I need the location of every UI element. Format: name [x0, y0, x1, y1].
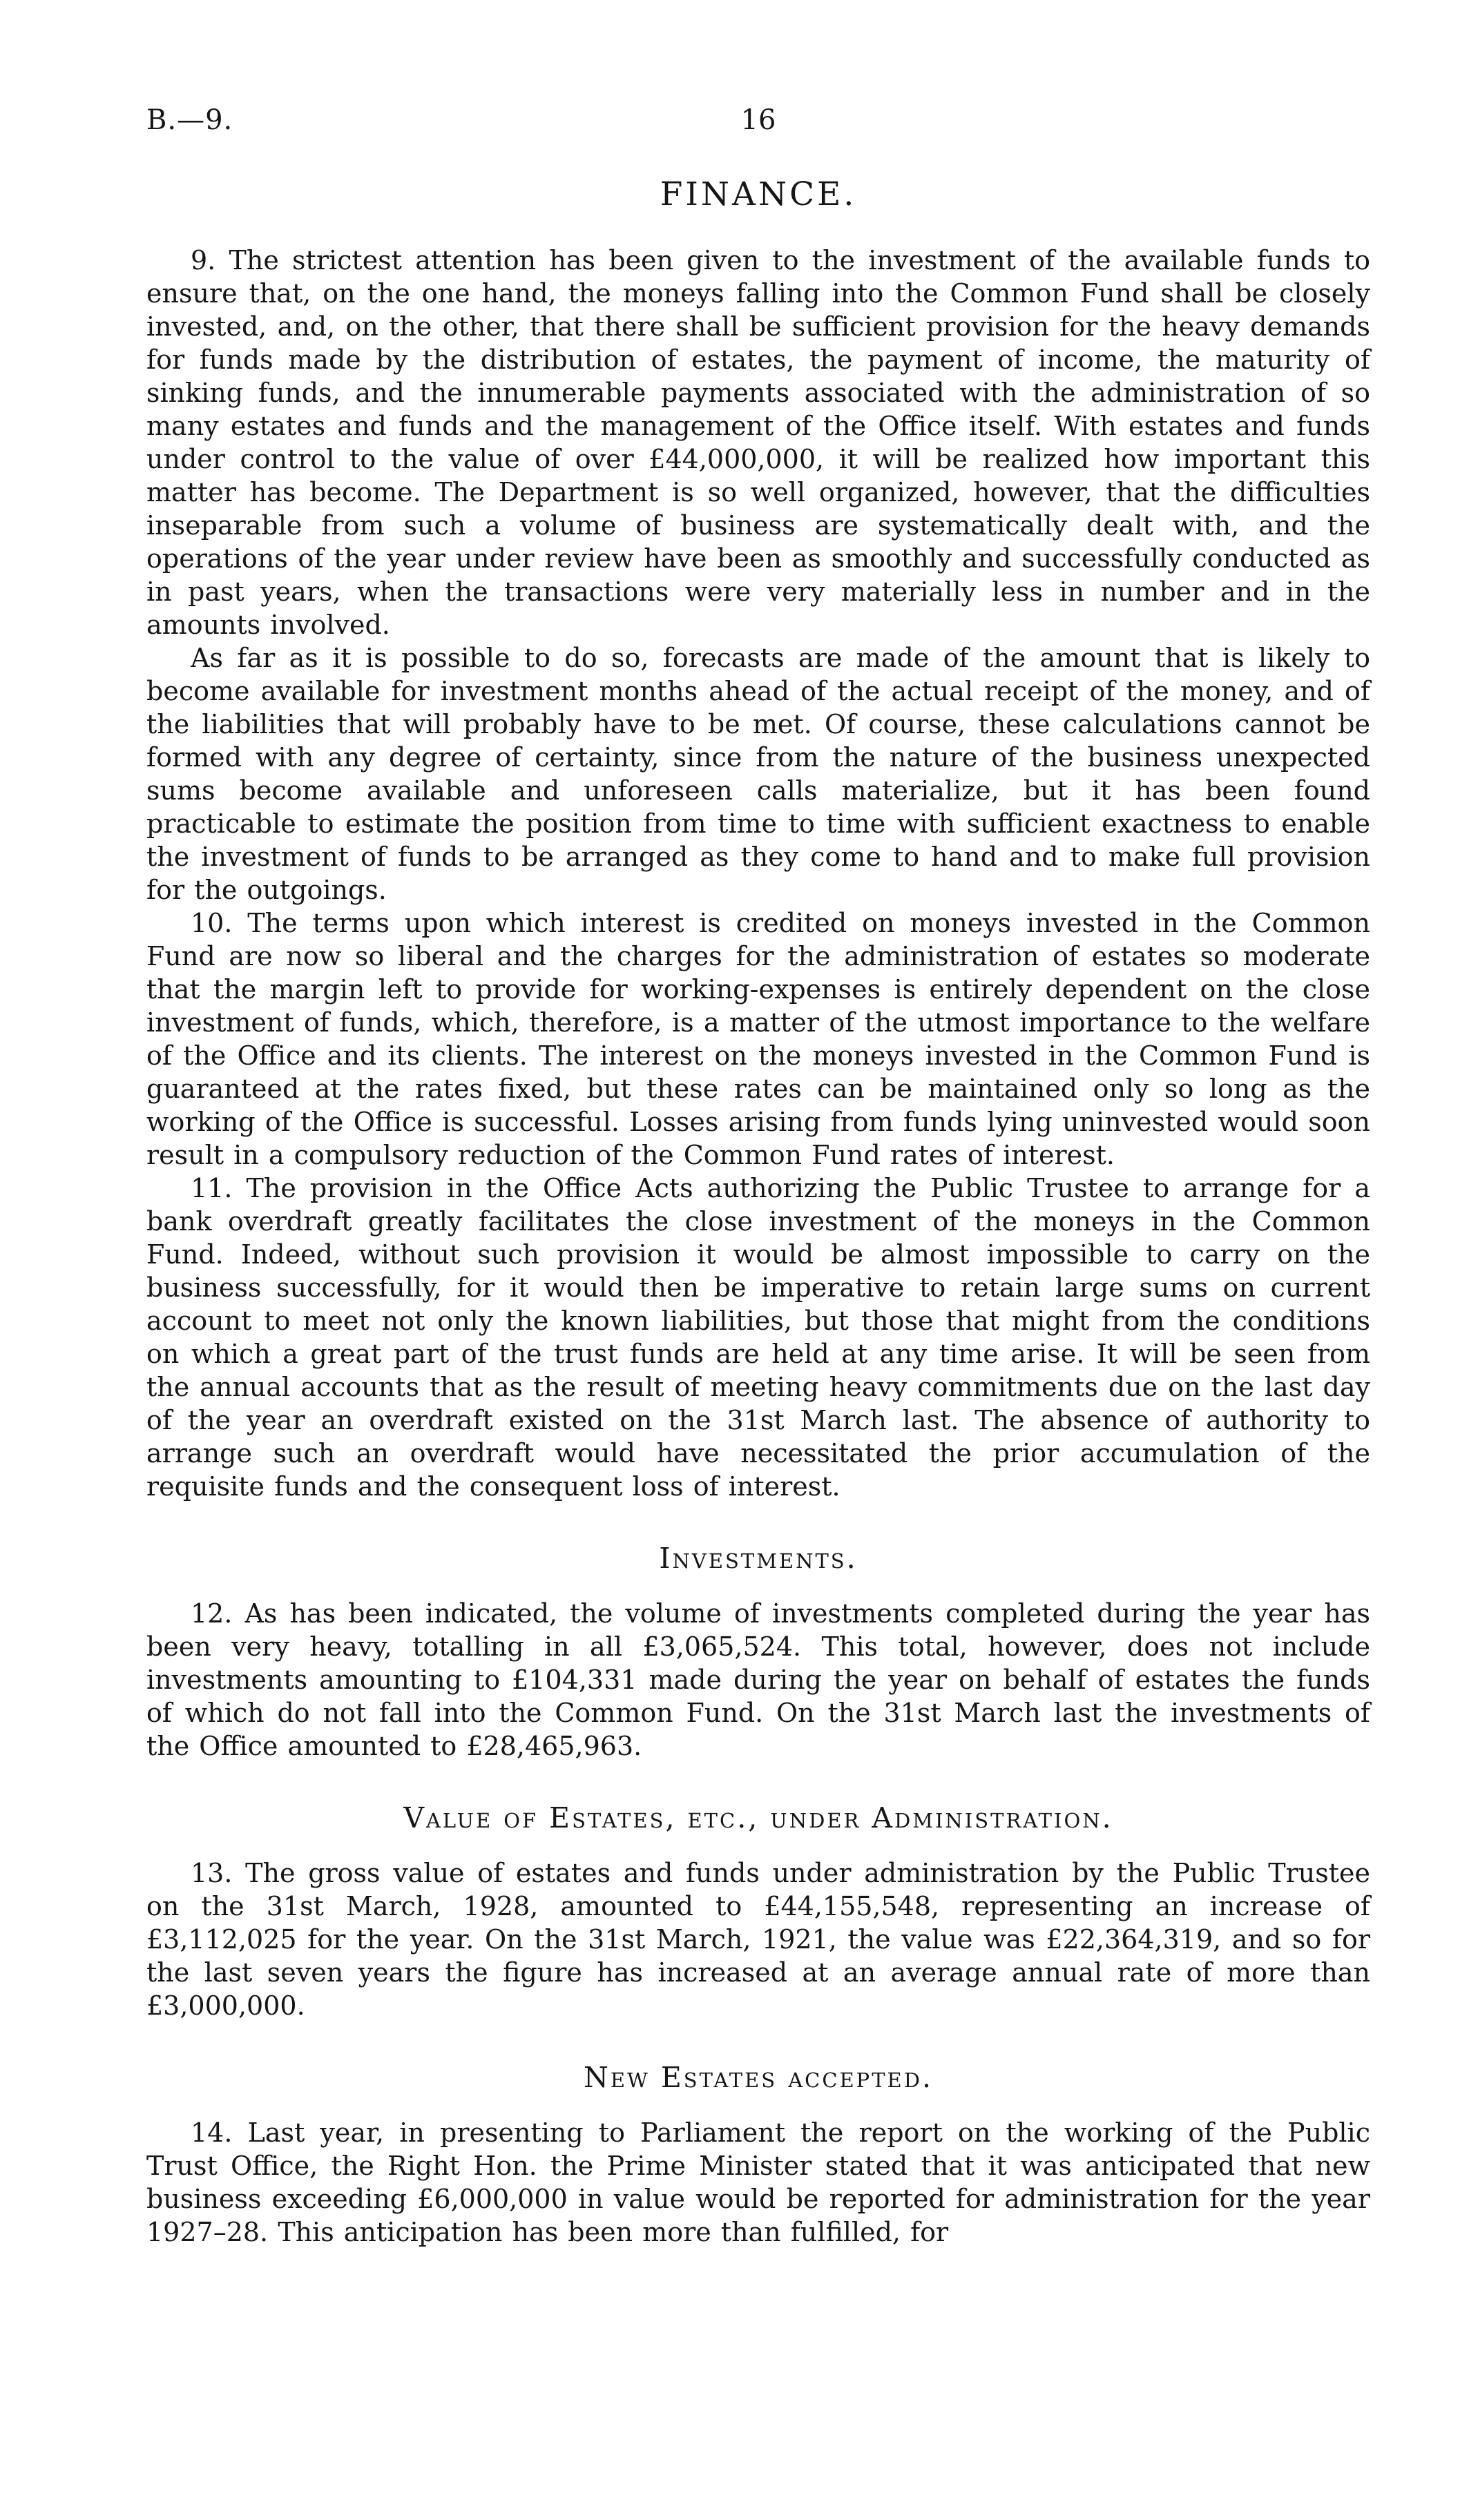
paragraph-11: 11. The provision in the Office Acts authorizing the Public Trustee to arrange for a bank overdraft greatly facilitates the close investment of the moneys in the Common Fund. Indeed, without such provision it would be almost impossible to carry on the business successfully, for it would then be imperative to retain large sums on current account to meet not only the known liabilities, but those that might from the conditions on which a great part of the trust funds are held at any time arise. It will be seen from the annual accounts that as the result of meeting heavy commitments due on the last day of the year an overdraft existed on the 31st March last. The absence of authority to arrange such an overdraft would have necessitated the prior accumulation of the requisite funds and the consequent loss of interest. — [146, 1173, 1370, 1502]
paragraph-9: 9. The strictest attention has been given to the investment of the available funds to ensure that, on the one hand, the moneys falling into the Common Fund shall be closely invested, and, on the other, that there shall be sufficient provision for the heavy demands for funds made by the distribution of estates, the payment of income, the maturity of sinking funds, and the innumerable payments associated with the administration of so many estates and funds and the management of the Office itself. With estates and funds under control to the value of over £44,000,000, it will be realized how important this matter has become. The Department is so well organized, however, that the difficulties inseparable from such a volume of business are systematically dealt with, and the operations of the year under review have been as smoothly and successfully conducted as in past years, when the transactions were very materially less in number and in the amounts involved. — [146, 245, 1370, 640]
paragraph-forecasts: As far as it is possible to do so, forecasts are made of the amount that is likely to become available for investment months ahead of the actual receipt of the money, and of the liabilities that will probably have to be met. Of course, these calculations cannot be formed with any degree of certainty, since from the nature of the business unexpected sums become available and unforeseen calls materialize, but it has been found practicable to estimate the position from time to time with sufficient exactness to enable the investment of funds to be arranged as they come to hand and to make full provision for the outgoings. — [146, 643, 1370, 905]
paragraph-12: 12. As has been indicated, the volume of investments completed during the year has been very heavy, totalling in all £3,065,524. This total, however, does not include investments amounting to £104,331 made during the year on behalf of estates the funds of which do not fall into the Common Fund. On the 31st March last the investments of the Office amounted to £28,465,963. — [146, 1598, 1370, 1761]
section-heading-investments: Investments. — [659, 1542, 858, 1575]
paragraph-14: 14. Last year, in presenting to Parliament the report on the working of the Public Trust Office, the Right Hon. the Prime Minister stated that it was anticipated that new business exceeding £6,000,000 in value would be reported for administration for the year 1927–28. This anticipation has been more than fulfilled, for — [146, 2117, 1370, 2247]
paragraph-13: 13. The gross value of estates and funds under administration by the Public Trustee on the 31st March, 1928, amounted to £44,155,548, representing an increase of £3,112,025 for the year. On the 31st March, 1921, the value was £22,364,319, and so for the last seven years the figure has increased at an average annual rate of more than £3,000,000. — [146, 1858, 1370, 2021]
section-heading-value-of-estates: Value of Estates, etc., under Administration. — [403, 1801, 1113, 1834]
page-header — [146, 102, 1370, 138]
paragraph-10: 10. The terms upon which interest is credited on moneys invested in the Common Fund are now so liberal and the charges for the administration of estates so moderate that the margin left to provide for working-expenses is entirely dependent on the close investment of funds, which, therefore, is a matter of the utmost importance to the welfare of the Office and its clients. The interest on the moneys invested in the Common Fund is guaranteed at the rates fixed, but these rates can be maintained only so long as the working of the Office is successful. Losses arising from funds lying uninvested would soon result in a compulsory reduction of the Common Fund rates of interest. — [146, 908, 1370, 1170]
document-reference: B.—9. — [146, 104, 233, 136]
page-number: 16 — [740, 104, 776, 136]
document-content — [146, 102, 1370, 2249]
section-heading-new-estates: New Estates accepted. — [583, 2061, 933, 2094]
page-title: FINANCE. — [660, 175, 857, 213]
